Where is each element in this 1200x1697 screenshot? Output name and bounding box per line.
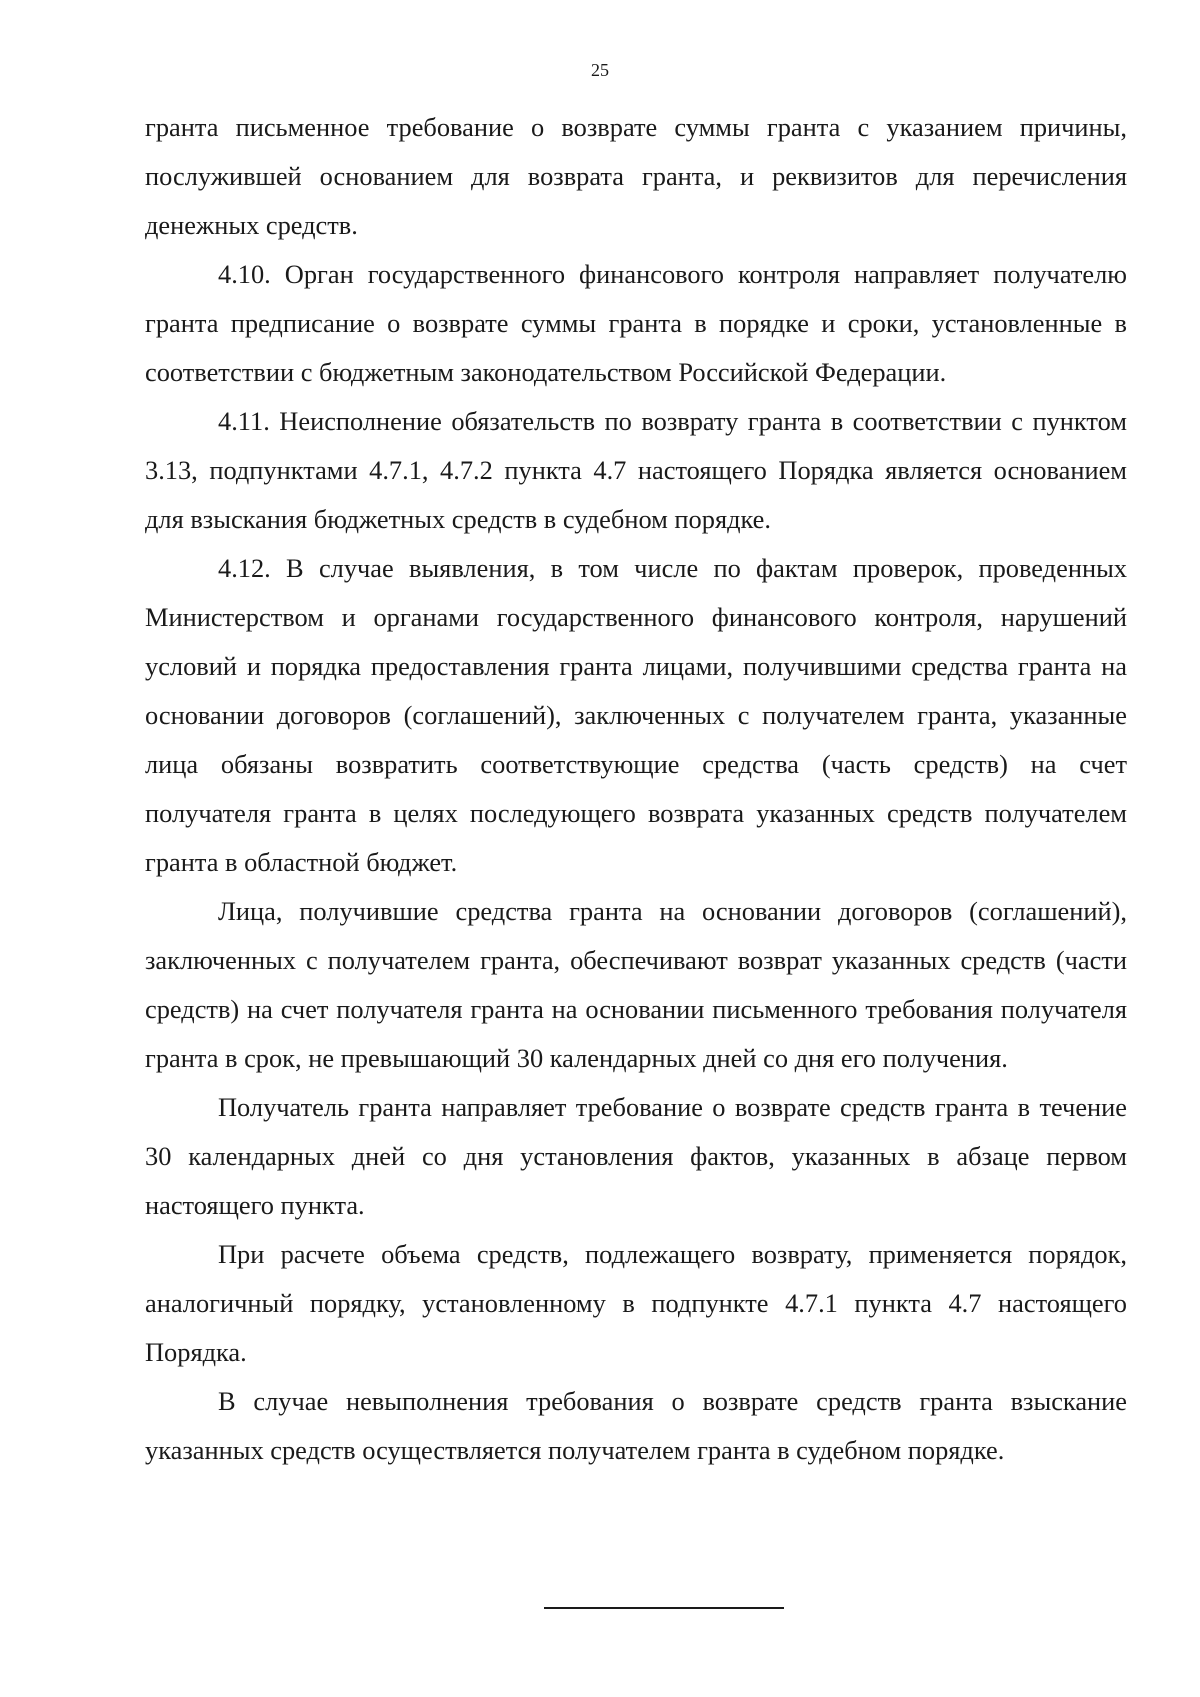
paragraph-4-10: 4.10. Орган государственного финансового контроля направляет получателю гранта предписание о возврате суммы гранта в порядке и сроки, установленные в соответствии с бюджетным законодательством Российской Федерации. <box>145 259 1127 387</box>
paragraph-4-11: 4.11. Неисполнение обязательств по возврату гранта в соответствии с пунктом 3.13, подпунктами 4.7.1, 4.7.2 пункта 4.7 настоящего Порядка является основанием для взыскания бюджетных средств в судебном порядке. <box>145 406 1127 534</box>
end-of-document-rule <box>544 1607 784 1609</box>
paragraph-continuation: гранта письменное требование о возврате суммы гранта с указанием причины, послужившей основанием для возврата гранта, и реквизитов для перечисления денежных средств. <box>145 112 1127 240</box>
paragraph-4-12-fifth: В случае невыполнения требования о возврате средств гранта взыскание указанных средств осуществляется получателем гранта в судебном порядке. <box>145 1386 1127 1465</box>
paragraph-4-12-third: Получатель гранта направляет требование о возврате средств гранта в течение 30 календарных дней со дня установления фактов, указанных в абзаце первом настоящего пункта. <box>145 1092 1127 1220</box>
document-body <box>145 103 1127 1475</box>
paragraph-4-12-fourth: При расчете объема средств, подлежащего возврату, применяется порядок, аналогичный порядку, установленному в подпункте 4.7.1 пункта 4.7 настоящего Порядка. <box>145 1239 1127 1367</box>
paragraph-4-12-second: Лица, получившие средства гранта на основании договоров (соглашений), заключенных с получателем гранта, обеспечивают возврат указанных средств (части средств) на счет получателя гранта на основании письменного требования получателя гранта в срок, не превышающий 30 календарных дней со дня его получения. <box>145 896 1127 1073</box>
paragraph-4-12: 4.12. В случае выявления, в том числе по фактам проверок, проведенных Министерством и органами государственного финансового контроля, нарушений условий и порядка предоставления гранта лицами, получившими средства гранта на основании договоров (соглашений), заключенных с получателем гранта, указанные лица обязаны возвратить соответствующие средства (часть средств) на счет получателя гранта в целях последующего возврата указанных средств получателем гранта в областной бюджет. <box>145 553 1127 877</box>
page-number: 25 <box>591 60 609 80</box>
